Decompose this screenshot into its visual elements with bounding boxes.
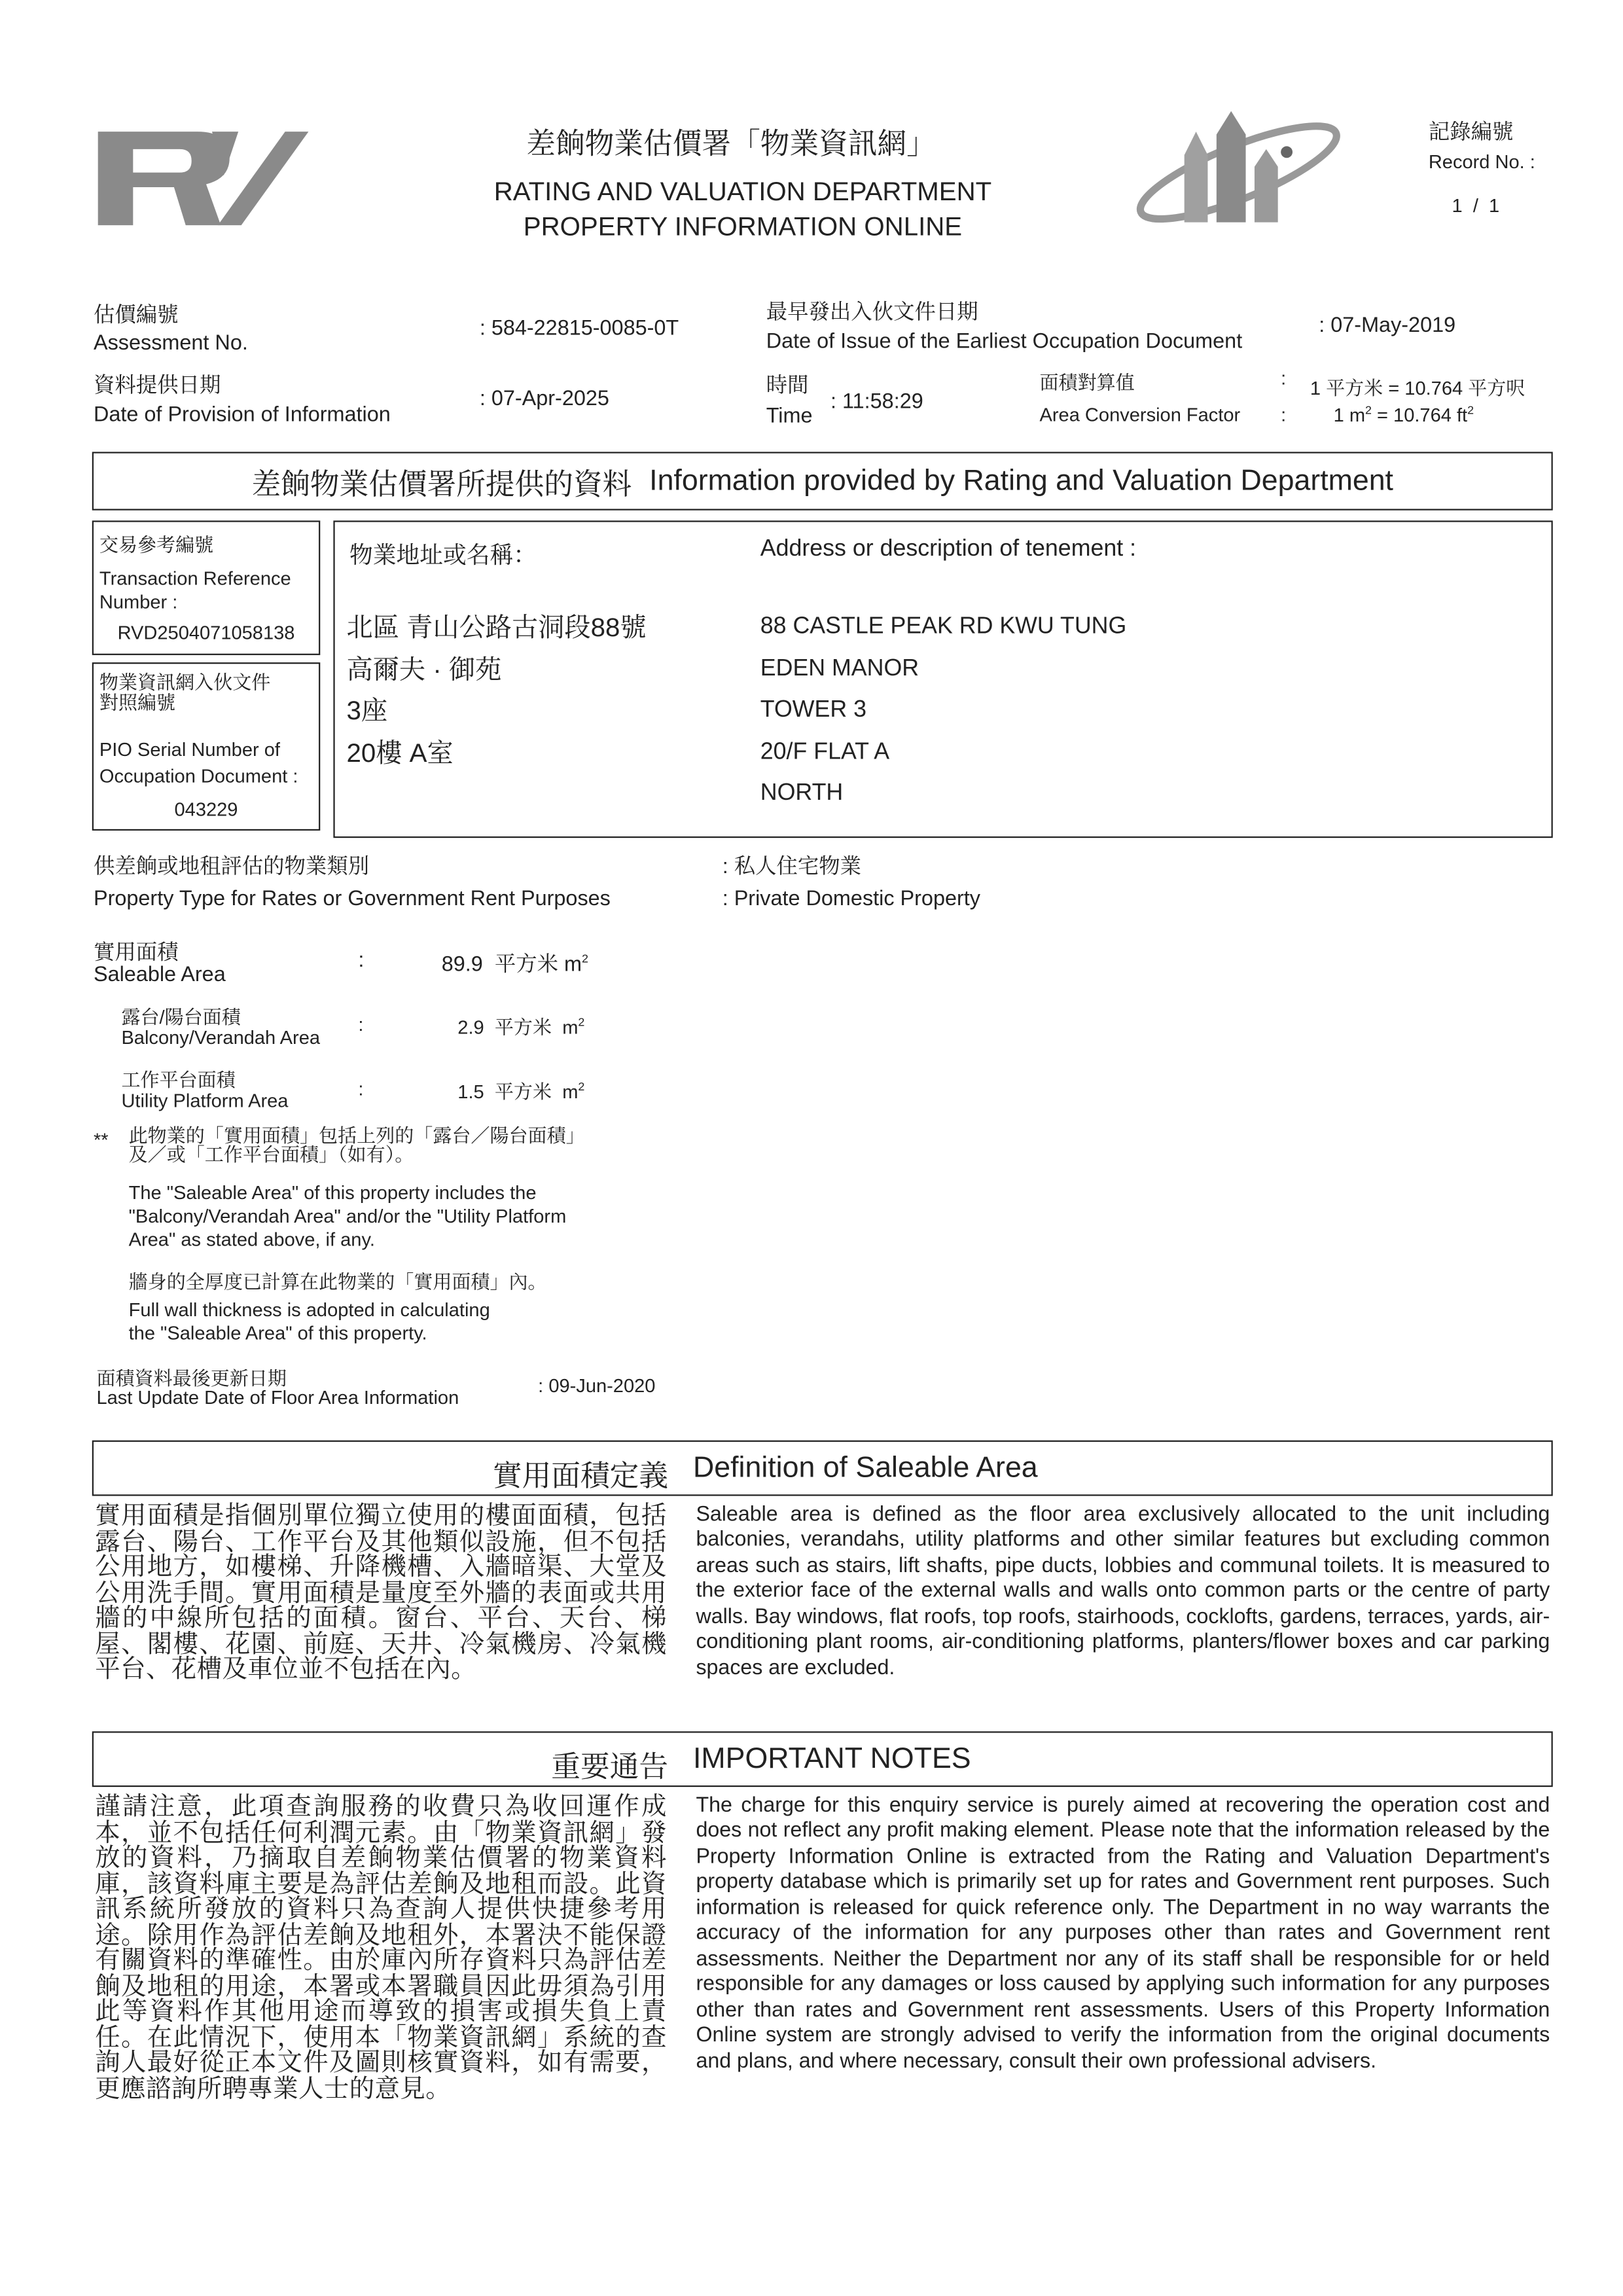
- pio-label-en-2: Occupation Document :: [99, 764, 298, 787]
- definition-title-en: Definition of Saleable Area: [693, 1452, 1038, 1484]
- info-section-header: [92, 452, 1553, 510]
- area-colon: :: [358, 1077, 364, 1100]
- time-value: : 11:58:29: [830, 390, 923, 414]
- last-update-value: : 09-Jun-2020: [538, 1374, 656, 1397]
- definition-title-cn: 實用面積定義: [492, 1460, 669, 1494]
- address-cn-line: 北區 青山公路古洞段88號: [346, 613, 647, 642]
- occupation-label-cn: 最早發出入伙文件日期: [766, 301, 978, 325]
- info-title-cn: 差餉物業估價署所提供的資料: [251, 469, 632, 501]
- balcony-area-label-en: Balcony/Verandah Area: [121, 1026, 321, 1049]
- conversion-colon: :: [1281, 367, 1287, 389]
- important-title-en: IMPORTANT NOTES: [693, 1743, 971, 1776]
- time-label-en: Time: [766, 404, 813, 429]
- balcony-area-value: 2.9 平方米 $m^2$: [457, 1016, 585, 1039]
- conversion-label-en: Area Conversion Factor: [1039, 403, 1241, 426]
- address-cn-line: 高爾夫 · 御苑: [346, 654, 502, 684]
- info-title-en: Information provided by Rating and Valuation Department: [649, 464, 1393, 497]
- assessment-label-cn: 估價編號: [93, 304, 179, 328]
- definition-header: [92, 1441, 1553, 1496]
- address-cn-line: 3座: [346, 696, 388, 726]
- last-update-label-cn: 面積資料最後更新日期: [96, 1367, 287, 1390]
- conversion-value-en: 1 $m^2 = 10.764$ $ft^2$: [1333, 403, 1474, 426]
- important-title-cn: 重要通告: [551, 1751, 669, 1784]
- txn-label-en: Transaction Reference: [99, 567, 291, 590]
- title-cn: 差餉物業估價署「物業資訊網」: [526, 128, 936, 161]
- title-en-line2: PROPERTY INFORMATION ONLINE: [523, 211, 963, 242]
- txn-label-cn: 交易參考編號: [99, 533, 214, 556]
- saleable-area-label-cn: 實用面積: [93, 941, 179, 965]
- assessment-label-en: Assessment No.: [93, 332, 248, 355]
- occupation-value: : 07-May-2019: [1319, 314, 1456, 338]
- pio-label-cn-2: 對照編號: [99, 691, 176, 714]
- transaction-reference-box: [92, 520, 321, 655]
- address-en-line: 20/F FLAT A: [760, 739, 890, 764]
- time-label-cn: 時間: [766, 374, 809, 398]
- property-type-value-en: : Private Domestic Property: [722, 888, 980, 911]
- utility-area-value: 1.5 平方米 $m^2$: [457, 1080, 585, 1103]
- note2-cn: 牆身的全厚度已計算在此物業的「實用面積」內。: [128, 1270, 547, 1293]
- address-label-cn: 物業地址或名稱：: [349, 544, 537, 569]
- note2-en: Full wall thickness is adopted in calculating the "Saleable Area" of this property.: [128, 1298, 490, 1344]
- address-en-line: NORTH: [760, 781, 844, 806]
- important-text-cn: 謹請注意，此項查詢服務的收費只為收回運作成本，並不包括任何利潤元素。由「物業資訊網」發放的資料，乃摘取自差餉物業估價署的物業資料庫，該資料庫主要是為評估差餉及地租而設。此資訊系統所發放的資料只為查詢人提供快捷參考用途。除用作為評估差餉及地租外，本署決不能保證有關資料的準確性。由於庫內所存資料只為評估差餉及地租的用途，本署或本署職員因此毋須為引用此等資料作其他用途而導致的損害或損失負上責任。在此情況下，使用本「物業資訊網」系統的查詢人最好從正本文件及圖則核實資料，如有需要，更應諮詢所聘專業人士的意見。: [95, 1791, 667, 2102]
- conversion-value-cn: 1 平方米 = 10.764 平方呎: [1310, 377, 1525, 399]
- address-en: [760, 607, 1127, 815]
- pio-label-en: PIO Serial Number of: [99, 738, 280, 761]
- txn-value: RVD2504071058138: [117, 621, 295, 644]
- pio-label-cn: 物業資訊網入伙文件: [99, 671, 271, 694]
- saleable-area-label-en: Saleable Area: [93, 963, 226, 988]
- definition-text-en: Saleable area is defined as the floor area exclusively allocated to the unit including balconies, verandahs, utility platforms and other similar features but excluding common areas such as stairs, lift shafts, pipe ducts, lobbies and communal toilets. It is measured to the exterior face of the external walls and walls onto common parts or the centre of party walls. Bay windows, flat roofs, top roofs, stairhoods, cocklofts, gardens, terraces, yards, air-conditioning plant rooms, air-conditioning platforms, planters/flower boxes and car parking spaces are excluded.: [696, 1503, 1550, 1680]
- saleable-area-value: 89.9 平方米 $m^2$: [441, 952, 588, 977]
- assessment-value: : 584-22815-0085-0T: [479, 317, 679, 341]
- area-colon: :: [358, 1013, 364, 1035]
- title-en-line1: RATING AND VALUATION DEPARTMENT: [493, 177, 992, 207]
- area-colon: :: [358, 948, 365, 973]
- property-type-value-cn: : 私人住宅物業: [722, 855, 862, 879]
- address-box: [333, 520, 1552, 838]
- conversion-colon: :: [1281, 403, 1287, 426]
- property-type-label-en: Property Type for Rates or Government Rent Purposes: [93, 888, 611, 911]
- notes-asterisks: **: [93, 1128, 109, 1151]
- address-label-en: Address or description of tenement :: [760, 536, 1137, 562]
- important-notes-header: [92, 1731, 1553, 1787]
- pio-serial-box: [92, 662, 321, 831]
- provision-value: : 07-Apr-2025: [479, 387, 609, 411]
- last-update-label-en: Last Update Date of Floor Area Information: [96, 1386, 459, 1408]
- conversion-label-cn: 面積對算值: [1039, 371, 1135, 393]
- provision-label-cn: 資料提供日期: [93, 374, 221, 398]
- pio-value: 043229: [174, 798, 238, 821]
- record-label-cn: 記錄編號: [1428, 121, 1514, 145]
- provision-label-en: Date of Provision of Information: [93, 403, 391, 427]
- property-information-online-logo-icon: [1129, 111, 1348, 228]
- note1-en: The "Saleable Area" of this property includes the "Balcony/Verandah Area" and/or the "Utility Platform Area" as stated above, if any.: [128, 1181, 567, 1251]
- address-en-line: EDEN MANOR: [760, 656, 919, 681]
- important-text-en: The charge for this enquiry service is purely aimed at recovering the operation cost and does not reflect any profit making element. Please note that the information released by the Property Information Online is extracted from the Rating and Valuation Department's property database which is primarily set up for rates and Government rent purposes. Such information is released for quick reference only. The Department in no way warrants the accuracy of the information for any purposes other than rates and Government rent assessments. Neither the Department nor any of its staff shall be responsible for or held responsible for any damages or loss caused by applying such information for any purposes other than rates and Government rent assessments. Users of this Property Information Online system are strongly advised to verify the information from the original documents and plans, and where necessary, consult their own professional advisers.: [696, 1794, 1550, 2073]
- rv-logo-icon: [95, 126, 308, 231]
- utility-area-label-cn: 工作平台面積: [121, 1069, 236, 1091]
- balcony-area-label-cn: 露台/陽台面積: [121, 1006, 241, 1028]
- property-type-label-cn: 供差餉或地租評估的物業類別: [93, 855, 370, 879]
- address-en-line: TOWER 3: [760, 697, 867, 723]
- address-cn: [347, 607, 647, 774]
- address-en-line: 88 CASTLE PEAK RD KWU TUNG: [760, 614, 1127, 639]
- utility-area-label-en: Utility Platform Area: [121, 1089, 289, 1111]
- occupation-label-en: Date of Issue of the Earliest Occupation Document: [766, 330, 1243, 354]
- note1-cn: 此物業的「實用面積」包括上列的「露台／陽台面積」 及／或「工作平台面積」（如有）。: [128, 1124, 585, 1166]
- record-label-en: Record No. :: [1428, 151, 1535, 173]
- definition-text-cn: 實用面積是指個別單位獨立使用的樓面面積，包括露台、陽台、工作平台及其他類似設施，但不包括公用地方，如樓梯、升降機槽、入牆暗渠、大堂及公用洗手間。實用面積是量度至外牆的表面或共用牆的中線所包括的面積。窗台、平台、天台、梯屋、閣樓、花園、前庭、天井、冷氣機房、冷氣機平台、花槽及車位並不包括在內。: [95, 1500, 667, 1683]
- txn-label-en-2: Number :: [99, 590, 178, 613]
- record-value: 1 / 1: [1452, 194, 1500, 217]
- address-cn-line: 20樓 A室: [346, 738, 454, 767]
